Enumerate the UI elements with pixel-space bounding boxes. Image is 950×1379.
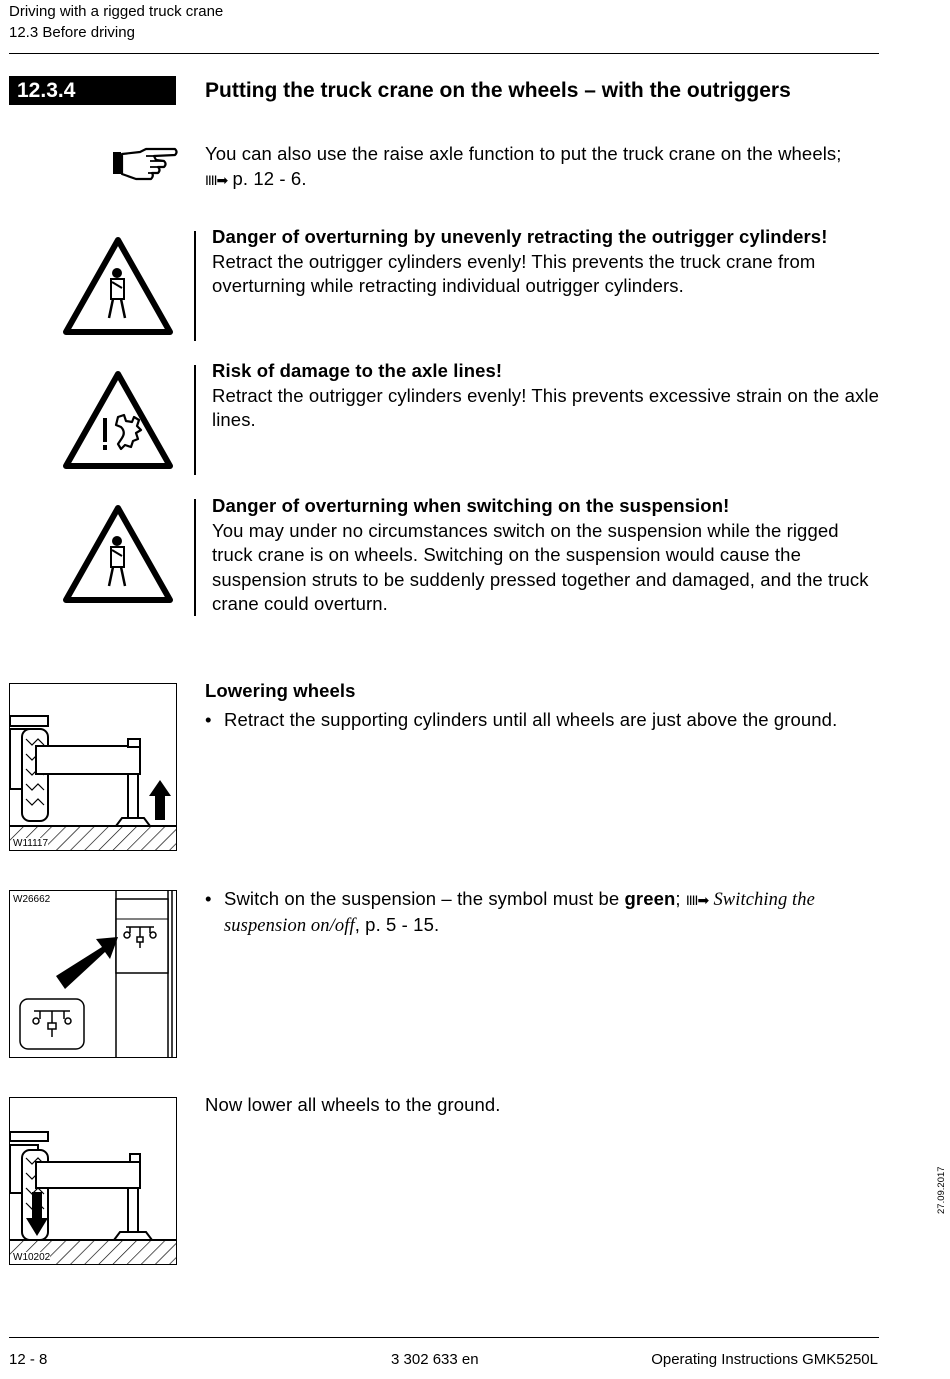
section-title: Putting the truck crane on the wheels – with the outriggers [205,79,791,102]
note-text: You can also use the raise axle function to put the truck crane on the wheels; [205,143,842,164]
reference-arrow-icon: IIII➡ [685,892,709,908]
warning-title: Risk of damage to the axle lines! [212,360,503,381]
step-text: Switch on the suspension – the symbol must be [224,888,625,909]
danger-person-icon [62,236,174,341]
warning-bar [194,499,196,616]
note-reference-link[interactable]: p. 12 - 6. [232,167,307,189]
header-chapter: Driving with a rigged truck crane [9,3,224,20]
reference-arrow-icon: IIII➡ [205,171,228,188]
warning-block [212,225,882,299]
step-lower-wheels: Now lower all wheels to the ground. [205,1094,501,1115]
warning-bar [194,365,196,475]
danger-person-icon [62,504,174,609]
lowering-wheels-heading: Lowering wheels [205,680,356,701]
footer-doc-number: 3 302 633 en [391,1351,479,1368]
warning-block [212,494,882,617]
figure-label: W11117 [13,838,49,849]
warning-text: You may under no circumstances switch on the suspension while the rigged truck crane is on wheels. Switching on the suspension would cause the suspension struts to be suddenly pressed together and damaged, and the truck crane could overturn. [212,519,869,614]
step-retract-cylinders: • Retract the supporting cylinders until all wheels are just above the ground. [205,708,880,733]
warning-title: Danger of overturning when switching on the suspension! [212,495,730,516]
footer-page-number: 12 - 8 [9,1351,48,1368]
suspension-reference-link[interactable]: Switching the suspension on/off [224,890,815,936]
step-page-ref: , p. 5 - 15. [354,913,440,935]
figure-lower-wheels [9,1097,177,1265]
pointing-hand-icon [112,146,178,187]
figure-suspension-switch [9,890,177,1058]
section-number: 12.3.4 [9,76,176,105]
warning-text: Retract the outrigger cylinders evenly! This prevents the truck crane from overturning while retracting individual outrigger cylinders. [212,250,816,296]
step-separator: ; [675,888,686,909]
damage-gear-icon [62,370,174,475]
step-highlight-green: green [624,888,676,909]
warning-text: Retract the outrigger cylinders evenly! This prevents excessive strain on the axle lines. [212,384,879,430]
header-divider [9,53,879,54]
warning-bar [194,231,196,341]
figure-raise-outriggers [9,683,177,851]
footer-doc-title: Operating Instructions GMK5250L [651,1351,878,1368]
footer-divider [9,1337,879,1338]
figure-label: W10202 [13,1252,51,1263]
header-section: 12.3 Before driving [9,24,135,41]
note-paragraph [205,142,885,192]
warning-block [212,359,882,433]
figure-label: W26662 [13,894,51,905]
side-date: 27.09.2017 [936,1166,947,1214]
step-switch-on-suspension [205,887,880,938]
warning-title: Danger of overturning by unevenly retracting the outrigger cylinders! [212,226,828,247]
